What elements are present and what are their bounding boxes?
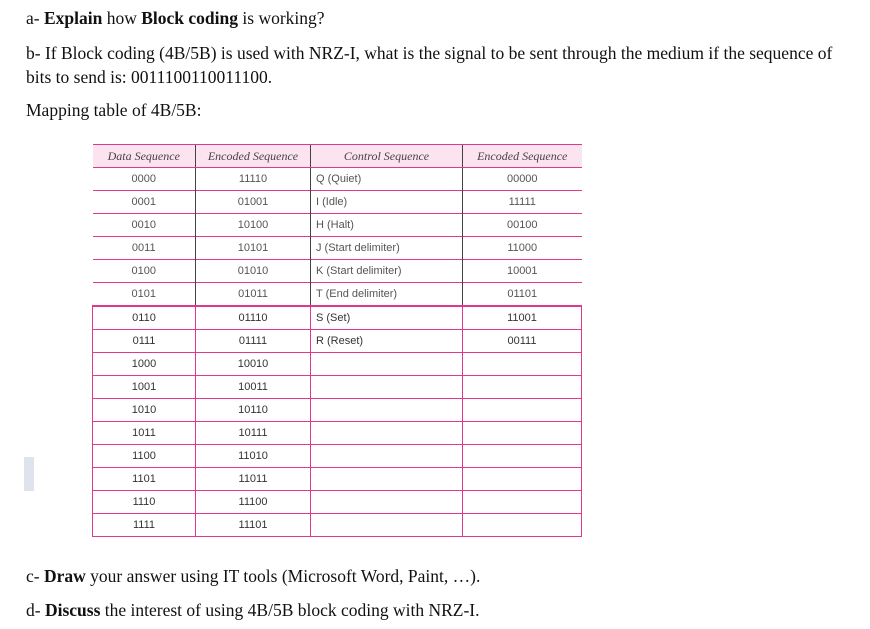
encoded-sequence-cell: 10110 [196,399,311,422]
control-encoded-cell: 01101 [463,283,582,307]
control-sequence-cell: S (Set) [311,306,463,330]
header-control-sequence: Control Sequence [311,145,463,168]
encoded-sequence-cell: 10111 [196,422,311,445]
data-sequence-cell: 0001 [93,191,196,214]
data-sequence-cell: 0111 [93,330,196,353]
encoded-sequence-cell: 01011 [196,283,311,307]
table-row [93,376,582,399]
mapping-table [92,144,582,537]
data-sequence-cell: 0000 [93,168,196,191]
control-sequence-cell [311,468,463,491]
question-a: a- Explain how Block coding is working? [26,8,325,28]
encoded-sequence-cell: 01010 [196,260,311,283]
encoded-sequence-cell: 10010 [196,353,311,376]
control-encoded-cell: 00100 [463,214,582,237]
control-sequence-cell [311,353,463,376]
control-encoded-cell [463,491,582,514]
control-encoded-cell [463,445,582,468]
encoded-sequence-cell: 11010 [196,445,311,468]
question-d-bold-discuss: Discuss [44,600,101,620]
control-sequence-cell: T (End delimiter) [311,283,463,307]
table-row [93,237,582,260]
control-sequence-cell: J (Start delimiter) [311,237,463,260]
table-row [93,468,582,491]
control-sequence-cell [311,376,463,399]
encoded-sequence-cell: 10100 [196,214,311,237]
question-d: d- Discuss the interest of using 4B/5B block coding with NRZ-I. [26,600,480,620]
encoded-sequence-cell: 01111 [196,330,311,353]
header-data-sequence: Data Sequence [93,145,196,168]
control-sequence-cell: Q (Quiet) [311,168,463,191]
table-row [93,168,582,191]
encoded-sequence-cell: 11101 [196,514,311,537]
table-row [93,214,582,237]
control-sequence-cell: I (Idle) [311,191,463,214]
data-sequence-cell: 0101 [93,283,196,307]
mapping-table-label: Mapping table of 4B/5B: [26,100,202,120]
data-sequence-cell: 0100 [93,260,196,283]
control-sequence-cell: R (Reset) [311,330,463,353]
control-sequence-cell [311,399,463,422]
table-row [93,283,582,307]
scroll-marker [24,457,34,491]
question-a-bold-explain: Explain [43,8,103,28]
control-encoded-cell: 00000 [463,168,582,191]
data-sequence-cell: 1110 [93,491,196,514]
data-sequence-cell: 1010 [93,399,196,422]
control-encoded-cell: 11000 [463,237,582,260]
data-sequence-cell: 1000 [93,353,196,376]
encoded-sequence-cell: 11110 [196,168,311,191]
control-encoded-cell: 00111 [463,330,582,353]
question-c: c- Draw your answer using IT tools (Microsoft Word, Paint, …). [26,566,481,586]
data-sequence-cell: 1011 [93,422,196,445]
data-sequence-cell: 1111 [93,514,196,537]
control-encoded-cell [463,353,582,376]
table-row [93,330,582,353]
question-c-bold-draw: Draw [43,566,86,586]
control-encoded-cell: 10001 [463,260,582,283]
control-encoded-cell [463,468,582,491]
control-encoded-cell: 11111 [463,191,582,214]
encoded-sequence-cell: 10101 [196,237,311,260]
table-row [93,514,582,537]
table-row [93,422,582,445]
question-b: b- If Block coding (4B/5B) is used with NRZ-I, what is the signal to be sent through the medium if the sequence of bits to send is: 0011100110011100. [26,43,833,87]
control-sequence-cell [311,422,463,445]
data-sequence-cell: 0011 [93,237,196,260]
data-sequence-cell: 0010 [93,214,196,237]
table-row [93,445,582,468]
table-body [93,168,582,537]
encoded-sequence-cell: 11100 [196,491,311,514]
control-encoded-cell [463,376,582,399]
control-sequence-cell: K (Start delimiter) [311,260,463,283]
control-sequence-cell: H (Halt) [311,214,463,237]
control-sequence-cell [311,491,463,514]
table-row [93,306,582,330]
data-sequence-cell: 1100 [93,445,196,468]
data-sequence-cell: 1001 [93,376,196,399]
table-row [93,260,582,283]
table-row [93,491,582,514]
control-encoded-cell [463,422,582,445]
control-sequence-cell [311,514,463,537]
control-encoded-cell: 11001 [463,306,582,330]
data-sequence-cell: 0110 [93,306,196,330]
table-row [93,353,582,376]
encoded-sequence-cell: 01110 [196,306,311,330]
encoded-sequence-cell: 01001 [196,191,311,214]
header-encoded-sequence: Encoded Sequence [196,145,311,168]
control-encoded-cell [463,514,582,537]
data-sequence-cell: 1101 [93,468,196,491]
encoded-sequence-cell: 11011 [196,468,311,491]
table-row [93,399,582,422]
control-sequence-cell [311,445,463,468]
control-encoded-cell [463,399,582,422]
question-a-bold-block-coding: Block coding [141,8,239,28]
encoded-sequence-cell: 10011 [196,376,311,399]
header-control-encoded-sequence: Encoded Sequence [463,145,582,168]
table-row [93,191,582,214]
table-header-row [93,145,582,168]
